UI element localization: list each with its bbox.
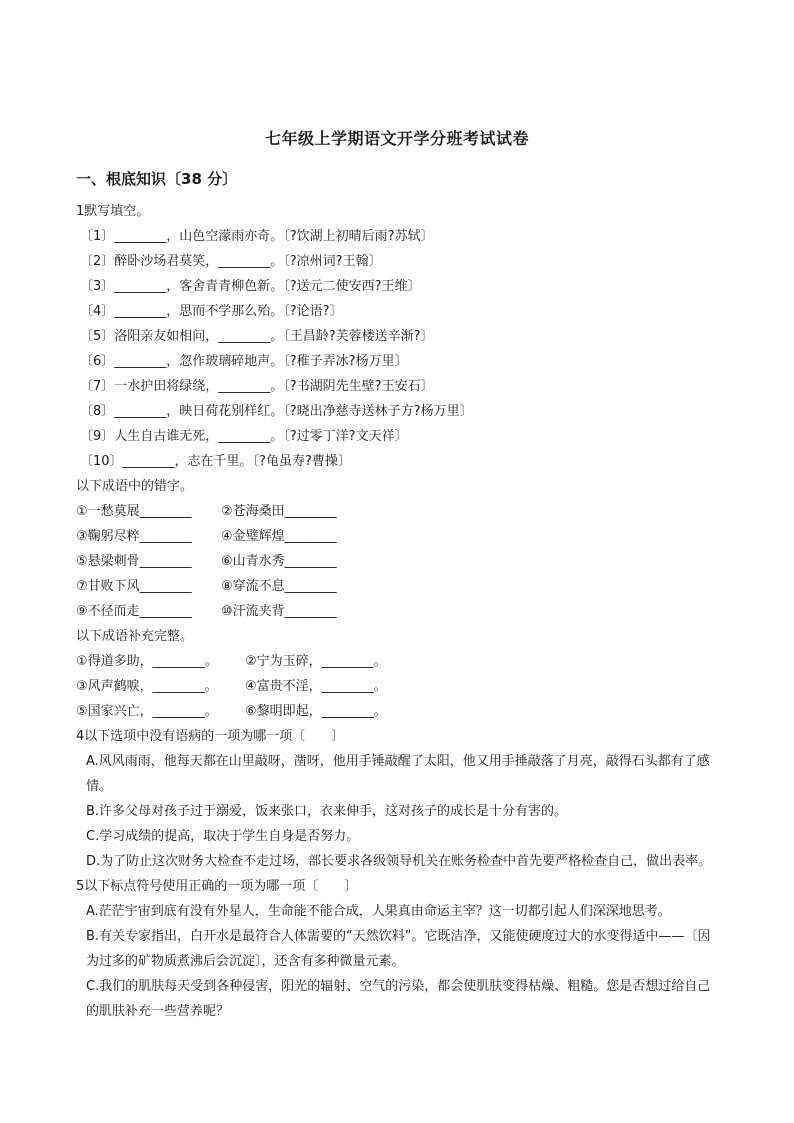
q5-stem: 5以下标点符号使用正确的一项为哪一项〔 〕 xyxy=(76,879,358,894)
q1-item: 〔3〕________，客舍青青柳色新。〔?送元二使安西?王维〕 xyxy=(80,279,421,294)
q1-item: 〔6〕________，忽作玻璃碎地声。〔?稚子弄冰?杨万里〕 xyxy=(80,354,408,369)
q1-item: 〔2〕醉卧沙场君莫笑，________。〔?凉州词?王翰〕 xyxy=(80,254,382,269)
q4-option-b: B.许多父母对孩子过于溺爱，饭来张口，衣来伸手，这对孩子的成长是十分有害的。 xyxy=(86,804,568,819)
q2-row xyxy=(76,549,720,574)
q2-item: ②苍海桑田________ xyxy=(221,504,337,519)
q3-row xyxy=(76,674,720,699)
q2-item: ⑧穿流不息________ xyxy=(221,579,337,594)
q1-item: 〔10〕________，志在千里。〔?龟虽寿?曹操〕 xyxy=(80,454,351,469)
q5-option-b: B.有关专家指出，白开水是最符合人体需要的“天然饮料”。它既洁净，又能使硬度过大的水变得适中——〔因为过多的矿物质煮沸后会沉淀〕，还含有多种微量元素。 xyxy=(86,929,711,969)
q1-item: 〔8〕________，映日荷花别样红。〔?晓出净慈寺送林子方?杨万里〕 xyxy=(80,404,473,419)
q2-stem: 以下成语中的错字。 xyxy=(76,479,194,494)
q4-option-a: A.风风雨雨，他每天都在山里敲呀，凿呀，他用手锤敲醒了太阳，他又用手捶敲落了月亮，敲得石头都有了感情。 xyxy=(86,754,710,794)
q3-item: ①得道多助，________。 xyxy=(76,654,218,669)
q2-row xyxy=(76,499,720,524)
page-title: 七年级上学期语文开学分班考试试卷 xyxy=(264,129,529,148)
q5-option-a: A.茫茫宇宙到底有没有外星人，生命能不能合成，人果真由命运主宰？这一切都引起人们深深地思考。 xyxy=(86,904,671,919)
q1-item: 〔1〕________，山色空濛雨亦奇。〔?饮湖上初晴后雨?苏轼〕 xyxy=(80,229,434,244)
q1-stem: 1默写填空。 xyxy=(76,204,150,219)
q3-stem: 以下成语补充完整。 xyxy=(76,629,194,644)
q4-stem: 4以下选项中没有语病的一项为哪一项〔 〕 xyxy=(76,729,345,744)
q3-item: ④富贵不淫，________。 xyxy=(245,679,387,694)
q2-item: ③鞠躬尽粹________ xyxy=(76,529,192,544)
q2-item: ①一愁莫展________ xyxy=(76,504,192,519)
q2-item: ⑨不径而走________ xyxy=(76,604,192,619)
q1-item: 〔7〕一水护田将绿绕，________。〔?书湖阴先生壁?王安石〕 xyxy=(80,379,434,394)
questions xyxy=(76,199,720,1024)
q2-row xyxy=(76,524,720,549)
q5-option-c: C.我们的肌肤每天受到各种侵害，阳光的辐射、空气的污染，都会使肌肤变得枯燥、粗糙。您是否想过给自己的肌肤补充一些营养呢？ xyxy=(86,979,711,1019)
q4-option-d: D.为了防止这次财务大检查不走过场，部长要求各级领导机关在账务检查中首先要严格检查自己，做出表率。 xyxy=(86,854,712,869)
q3-row xyxy=(76,699,720,724)
q3-item: ⑥黎明即起，________。 xyxy=(245,704,387,719)
q2-row xyxy=(76,599,720,624)
q3-row xyxy=(76,649,720,674)
q2-item: ④金璧辉煌________ xyxy=(221,529,337,544)
q2-item: ⑩汗流夹背________ xyxy=(221,604,337,619)
q2-item: ⑥山青水秀________ xyxy=(221,554,337,569)
q1-items xyxy=(76,224,720,474)
q2-item: ⑦甘败下风________ xyxy=(76,579,192,594)
q1-item: 〔9〕人生自古谁无死，________。〔?过零丁洋?文天祥〕 xyxy=(80,429,408,444)
section-heading: 一、根底知识〔38 分〕 xyxy=(76,170,238,188)
q4-option-c: C.学习成绩的提高，取决于学生自身是否努力。 xyxy=(86,829,360,844)
q1-item: 〔5〕洛阳亲友如相问，________。〔王昌龄?芙蓉楼送辛渐?〕 xyxy=(80,329,434,344)
q3-item: ⑤国家兴亡，________。 xyxy=(76,704,218,719)
q1-item: 〔4〕________，思而不学那么殆。〔?论语?〕 xyxy=(80,304,343,319)
q2-row xyxy=(76,574,720,599)
q2-item: ⑤悬梁刺骨________ xyxy=(76,554,192,569)
q3-item: ②宁为玉碎，________。 xyxy=(245,654,387,669)
q3-item: ③风声鹤唳，________。 xyxy=(76,679,218,694)
